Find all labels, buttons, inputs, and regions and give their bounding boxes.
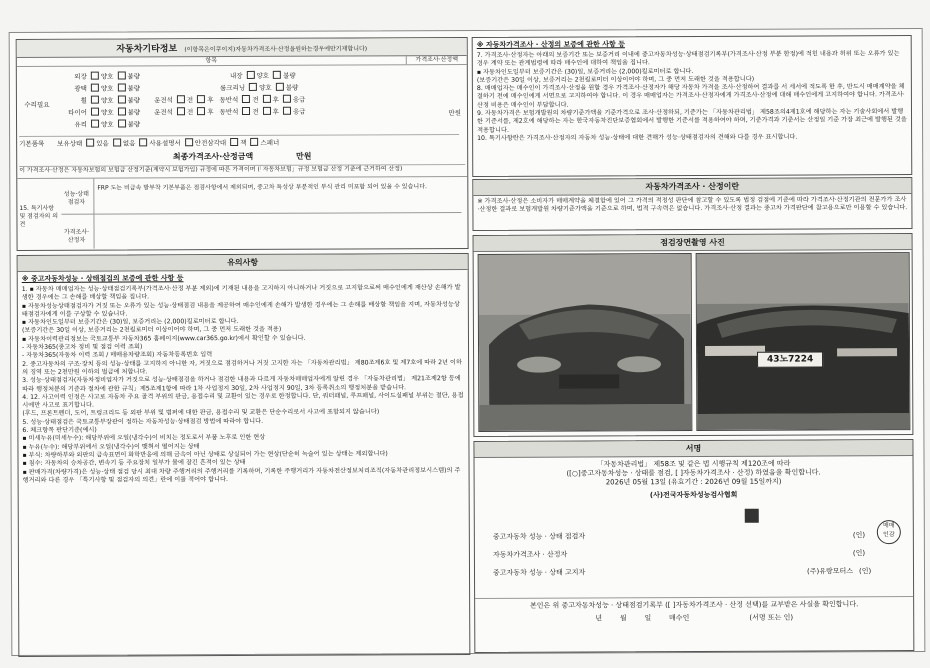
basic-items-row <box>19 134 459 149</box>
special-notes-section <box>17 176 467 249</box>
signer-label: 중고자동차 성능 · 상태 점검자 <box>492 531 586 541</box>
basic-items-label: 기본품목 <box>19 139 45 148</box>
signer-rows <box>493 526 893 582</box>
checkbox[interactable] <box>91 120 99 128</box>
paragraph: 9. 자동차가격은 보험개발원의 차량기준가액을 기준가격으로 조사·산정하되, 기준가는 「자동차관리법」 제58조의4제1호에 해당하는 자는 기술사회에서 발행한 기준서를, 제2호에 해당하는 자는 한국자동차진단보증협회에서 발행한 기준서를 적용하여야 하며, 기준가격과 기준서는 산정일 기준 가장 최근에 발행된 것을 적용합니다. <box>476 108 907 134</box>
option-label: 불량 <box>283 71 296 80</box>
issue-date: 2026년 05월 13일 (유효기간 : 2026년 09월 15일까지) <box>605 477 782 487</box>
option-label: 양호 <box>100 96 114 105</box>
signer-label: 중고자동차 성능 · 상태 고지자 <box>492 567 586 577</box>
paragraph: 4. 12. 사고이력 인정은 사고로 자동차 주요 골격 부위의 판금, 용접수리 및 교환이 있는 경우로 한정합니다. 단, 쿼터패널, 루프패널, 사이드실패널 부위는 절단, 용접 시에만 사고로 표기합니다. <box>22 391 464 410</box>
photo-section <box>473 233 914 437</box>
license-plate: 43노7224 <box>757 351 823 367</box>
option-label: 양호 <box>100 84 114 93</box>
other-info-note: (이항목은이쿠이지)자동차가격조사·산정을원하는경우에만기재합니다) <box>184 45 368 54</box>
checkbox[interactable] <box>197 107 205 115</box>
paragraph: ▪ 자동차인도일부터 보증기간은 (30)일, 보증거리는 (2,000)킬로미터로 합니다. <box>476 67 694 76</box>
checkbox[interactable] <box>263 107 271 115</box>
option-label: 전 <box>252 95 259 104</box>
row-label: 운전석 <box>154 107 173 116</box>
signer-row <box>493 526 893 546</box>
checkbox[interactable] <box>118 119 126 127</box>
final-price-unit: 만원 <box>295 151 312 161</box>
paragraph: (보증기간은 30일 이상, 보증거리는 2천킬로미터 이상이어야 하며, 그 중 먼저 도래한 것을 적용합니다) <box>476 75 755 84</box>
option-label: 불량 <box>127 83 141 92</box>
row-label: 타이어 <box>68 108 88 117</box>
price-definition-title: 자동차가격조사 · 산정이란 <box>473 178 911 196</box>
checkbox[interactable] <box>242 107 250 115</box>
checkbox[interactable] <box>113 139 121 147</box>
signer-row <box>493 562 893 582</box>
checkbox[interactable] <box>283 107 291 115</box>
checkbox[interactable] <box>139 138 147 146</box>
left-column <box>16 37 471 649</box>
option-label: 후 <box>272 95 279 104</box>
paragraph: 1. ▪ 자동차 매매업자는 성능·상태점검기록부(가격조사·산정 부분 제외)에 기재된 내용을 고지하지 아니하거나 거짓으로 고지함으로써 매수인에게 재산상 손해가 발생한 경우에는 그 손해를 배상할 책임을 집니다. <box>21 284 461 302</box>
option-label: 응급 <box>292 95 306 104</box>
checkbox[interactable] <box>276 83 284 91</box>
option-label: 안전삼각대 <box>194 138 227 147</box>
option-label: 후 <box>272 107 279 116</box>
signer-label: 자동차가격조사 · 산정자 <box>492 550 568 559</box>
checkbox[interactable] <box>91 72 99 80</box>
option-label: 양호 <box>259 83 272 92</box>
seal-mark: (인) <box>852 530 866 539</box>
checkbox[interactable] <box>230 138 238 146</box>
option-label: 불량 <box>127 119 141 128</box>
notice-title: 유의사항 <box>18 254 468 272</box>
signer-row <box>493 544 893 564</box>
paragraph: 7. 가격조사·산정자는 아래의 보증기간 또는 보증거리 이내에 중고자동차성능·상태점검기록부(가격조사·산정 부분 한정)에 적힌 내용과 허위 또는 오류가 있는 경우 계약 또는 관계법령에 따라 매수인에 대하여 책임을 집니다. <box>476 50 900 68</box>
special-notes-label: 15. 특기사항 및 점검자의 의견 <box>19 204 59 228</box>
item-col-header: 항목 <box>205 57 218 65</box>
checkbox[interactable] <box>117 95 125 103</box>
notice-paragraphs <box>18 284 469 485</box>
paragraph: ▪ 누유(누수): 해당부위에서 오일(냉각수)이 맺혀서 떨어지는 상태 <box>22 442 200 451</box>
receipt-section <box>475 596 913 624</box>
option-label: 사용설명서 <box>149 138 181 147</box>
row-label: 내장 <box>229 71 243 80</box>
checkbox[interactable] <box>91 84 99 92</box>
row-label: 유리 <box>74 120 88 129</box>
option-label: 스패너 <box>260 138 280 147</box>
paragraph: 5. 성능·상태점검은 국토교통부장관이 정하는 자동차성능·상태점검 방법에 따라야 합니다. <box>22 417 264 426</box>
paragraph: - 자동차365(중고차 정비 및 점검 이력 조회) <box>22 343 143 352</box>
option-label: 잭 <box>240 138 247 147</box>
paragraph: ▪ 자동차성능상태점검자가 거짓 또는 오류가 있는 성능·상태점검 내용을 제공하여 매수인에게 손해가 발생한 경우에는 그 손해를 배상할 책임을 지며, 자동차성능상태점검자에게 이를 구상할 수 있습니다. <box>21 300 460 318</box>
price-guarantee-paragraphs <box>473 50 911 143</box>
paragraph: ▪ 미세누유(미세누수): 해당부위에 오일(냉각수)이 비치는 정도로서 부품 노후로 인한 현상 <box>22 434 266 443</box>
option-label: 불량 <box>127 107 141 116</box>
paragraph: ▪ 침수: 자동차의 승차공간, 변속기 등 주요장치 일부가 물에 잠긴 흔적이 있는 상태 <box>22 459 246 468</box>
checkbox[interactable] <box>91 108 99 116</box>
option-label: 없음 <box>122 138 136 147</box>
option-label: 양호 <box>256 71 270 80</box>
checkbox[interactable] <box>273 71 281 79</box>
inspector-label: 성능·상태 점검자 <box>63 190 89 206</box>
photo-title: 점검장면촬영 사진 <box>474 234 912 252</box>
checkbox[interactable] <box>247 71 255 79</box>
price-assessor-label: 가격조사·산정자 <box>63 228 90 244</box>
row-label: 광택 <box>74 84 87 93</box>
option-label: 불량 <box>285 83 299 92</box>
checkbox[interactable] <box>177 107 185 115</box>
option-label: 불량 <box>127 95 141 104</box>
price-definition-section <box>472 177 912 231</box>
row-label: 운전석 <box>154 95 173 104</box>
notice-section <box>17 253 471 657</box>
stamp-text: 매매 <box>882 522 895 530</box>
price-guarantee-heading: ※ 자동차가격조사 · 산정의 보증에 관한 사항 등 <box>476 40 625 49</box>
checkbox[interactable] <box>250 138 258 146</box>
option-label: 응급 <box>292 107 306 116</box>
basic-items-status: 보유상태 <box>57 139 83 148</box>
paragraph: 10. 특기사항란은 가격조사·산정자의 자동차 성능·상태에 대한 견해가 성능·상태점검자의 견해와 다를 경우 표시합니다. <box>477 133 798 142</box>
receipt-date: 년 월 일 매수인 <box>595 614 690 623</box>
checkbox[interactable] <box>118 107 126 115</box>
paragraph: (후드, 프론트펜더, 도어, 트렁크리드 등 외판 부위 및 범퍼에 대한 판금, 용접수리 및 교환은 단순수리로서 사고에 포함되지 않습니다) <box>22 408 380 418</box>
price-guarantee-section <box>472 35 913 177</box>
checkbox[interactable] <box>91 96 99 104</box>
row-label: 룸크리닝 <box>219 83 246 92</box>
signature-section <box>473 439 914 653</box>
paragraph: 2. 중고자동차의 구조·장치 등의 성능·상태를 고지하지 아니한 자, 거짓으로 점검하거나 거짓 고지한 자는 「자동차관리법」 제80조제6호 및 제7호에 따라 2년 이하의 징역 또는 2천만원 이하의 벌금에 처합니다. <box>22 358 462 376</box>
other-info-section <box>16 37 469 251</box>
option-label: 있음 <box>96 139 109 148</box>
seal-mark: (인) <box>852 548 866 557</box>
row-label: 동반석 <box>219 107 239 116</box>
condition-row <box>59 116 399 129</box>
option-label: 전 <box>252 107 259 116</box>
paragraph: 8. 매매업자는 매수인이 가격조사·산정을 원할 경우 가격조사·산정자가 해당 자동차 가격을 조사·산정하여 결과를 서 세서에 적도록 한 후, 반드시 매매계약을 체결하기 전에 매수인에게 서면으로 고지하여야 합니다. 이 경우 매매업자는 가격조사·산정자에게 가격조사·산정에 대해 매수인에게 고지하여야 합니다. 가격조사·산정 비용은 매수인이 부담합니다. <box>476 83 905 109</box>
sign-hint[interactable]: (서명 또는 인) <box>749 613 794 622</box>
paragraph: 6. 체크항목 판단기준(예시) <box>22 426 97 434</box>
signer-name <box>693 535 853 536</box>
inspection-photo-rear <box>696 252 911 431</box>
seal-mark: (인) <box>858 566 872 575</box>
checkbox[interactable] <box>185 138 193 146</box>
inspector-opinion: FRP 도는 비금속 발부착 기본부품은 점검사항에서 제외되며, 중고차 특성상 부분적인 부식 관리 미포함 되어 있을 수 있습니다. <box>97 183 427 192</box>
final-price-row <box>17 150 467 163</box>
checkbox[interactable] <box>249 83 257 91</box>
paragraph: ▪ 부식: 차량하부와 외판의 금속표면이 화학반응에 의해 금속이 아닌 상태로 상실되어 가는 현상(단순히 녹슬어 있는 상태는 제외합니다) <box>22 450 388 459</box>
checkbox[interactable] <box>117 71 125 79</box>
option-label: 전 <box>186 95 194 104</box>
company-seal-stamp <box>877 520 901 544</box>
option-label: 양호 <box>100 72 114 81</box>
paragraph: ▪ 자동차인도일부터 보증기간은 (30)일, 보증거리는 (2,000)킬로미터로 합니다. <box>21 318 239 327</box>
price-note: 이 가격조사·산정은 자동차보험의 보험금 산정기준(계약시 보험가입) 규정에 따른 가격이며 (「자동차보험」규정 보험금 산정 기준에 근거하여 산정) <box>19 164 465 175</box>
final-price-label: 최종가격조사·산정금액 <box>172 151 254 162</box>
inspection-document <box>9 28 926 656</box>
signature-title: 서명 <box>474 440 912 458</box>
paragraph: ▪ 판매가격(차량가격)은 성능·상태 점검 당시 최대 차량 주행거리의 주행거리를 기록하며, 기록한 주행거리가 자동차전산정보처리조직(자동차관리정보시스템)의 주행거리와 다른 경우 「특기사항 및 점검자의 의견」란에 이를 적어야 합니다. <box>22 466 461 484</box>
qr-code-icon <box>745 509 759 523</box>
paragraph: 3. 성능·상태점검자(자동차정비업자가 거짓으로 성능·상태점검을 하거나 점검한 내용과 다르게 자동차매매업자에게 알린 경우 「자동차관리법」 제21조제2항 등에 따라 행정처분의 기준과 절차에 관한 규칙」제5조제1항에 따라 1차 사업정지 30일, 2차 사업정지 90일, 3차 등록취소의 행정처분을 받습니다. <box>22 375 461 393</box>
option-label: 불량 <box>127 71 140 80</box>
inspection-photo-front <box>478 253 693 432</box>
checkbox[interactable] <box>197 95 205 103</box>
other-info-title: 자동차기타정보 <box>116 44 178 55</box>
organization-name: (사)전국자동차성능검사협회 <box>649 490 738 500</box>
receipt-text: 본인은 위 중고자동차성능 · 상태점검기록부 ([ ]자동차가격조사 · 산정 선택)를 교부받은 사실을 확인합니다. <box>529 600 859 610</box>
option-label: 양호 <box>101 120 114 129</box>
signer-name: (주)유랑모터스 <box>806 566 854 576</box>
signer-name <box>693 553 853 554</box>
condition-rows <box>59 68 399 129</box>
repair-group-label: 수리필요 <box>24 100 50 109</box>
stamp-text: 인감 <box>883 531 895 539</box>
right-column <box>472 35 915 647</box>
paragraph: - 자동차365(자동차 이력 조회 / 매매용차량조회) 자동차등록번호 입력 <box>22 351 213 360</box>
confirm-text: ([○]중고자동차성능 · 상태를 점검, [ ]자동차가격조사 · 산정) 하였음을 확인합니다. <box>566 468 821 478</box>
receipt-date-row <box>475 613 913 624</box>
other-info-header <box>17 38 467 58</box>
paragraph: ▪ 자동차이력관리정보는 국토교통부 자동차365 홈페이지(www.car365.go.kr)에서 확인할 수 있습니다. <box>21 334 306 343</box>
option-label: 양호 <box>100 108 114 117</box>
option-label: 후 <box>207 107 214 116</box>
paragraph: (보증기간은 30일 이상, 보증거리는 2천킬로미터 이상이어야 하며, 그 중 먼저 도래한 것을 적용) <box>21 326 282 335</box>
row-label: 동반석 <box>219 95 239 104</box>
unit-label: 만원 <box>448 109 462 118</box>
checkbox[interactable] <box>177 95 185 103</box>
price-col-header: 가격조사·산정액 <box>406 56 467 64</box>
checkbox[interactable] <box>86 139 94 147</box>
price-definition-text: ※ 가격조사·산정은 소비자가 매매계약을 체결함에 있어 그 가격의 적정성 판단에 참고할 수 있도록 법정 검점에 기준에 따라 가격조사·산정기관의 전문가가 조사·산정한 결과로 보험개발원 차량기준가액을 기준으로 하며, 법적 구속력은 없습니다. 가격조사·산정 결과는 중고차 가격판단에 참고용으로만 이용할 수 있습니다. <box>477 196 908 214</box>
row-label: 외장 <box>74 72 87 81</box>
row-label: 휠 <box>80 96 87 105</box>
checkbox[interactable] <box>283 95 291 103</box>
checkbox[interactable] <box>242 95 250 103</box>
notice-heading: ※ 중고자동차성능 · 상태점검의 보증에 관한 사항 등 <box>21 274 184 283</box>
checkbox[interactable] <box>263 95 271 103</box>
law-text: 「자동차관리법」 제58조 및 같은 법 시행규칙 제120조에 따라 <box>596 459 791 469</box>
option-label: 전 <box>186 107 194 116</box>
checkbox[interactable] <box>117 83 125 91</box>
option-label: 후 <box>207 95 214 104</box>
